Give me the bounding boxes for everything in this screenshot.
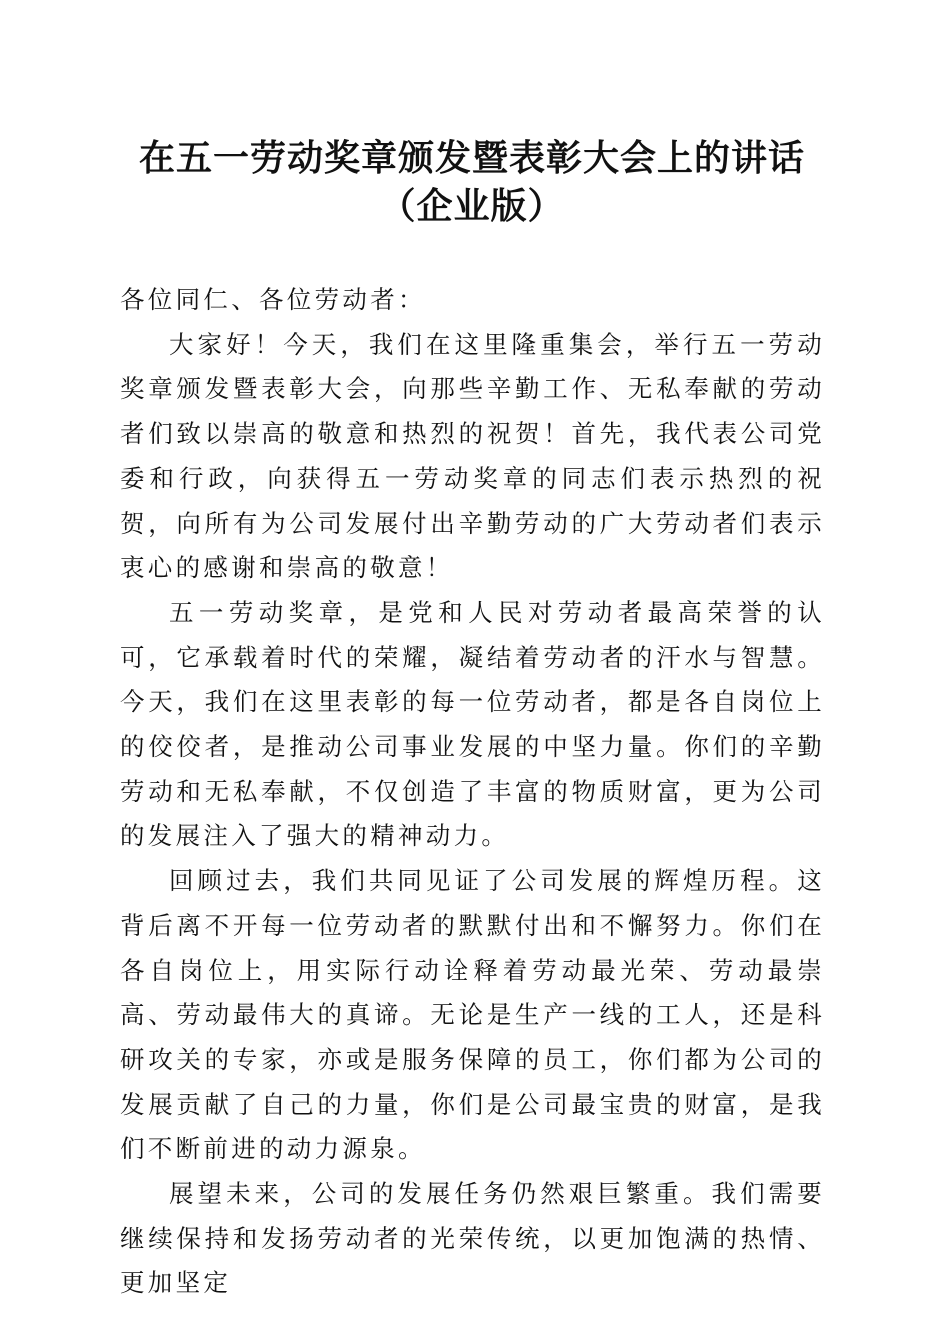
- paragraph-4: 展望未来，公司的发展任务仍然艰巨繁重。我们需要继续保持和发扬劳动者的光荣传统，以更加饱满的热情、更加坚定: [120, 1179, 825, 1298]
- document-body: [120, 278, 825, 1306]
- paragraph-2: 五一劳动奖章，是党和人民对劳动者最高荣誉的认可，它承载着时代的荣耀，凝结着劳动者的汗水与智慧。今天，我们在这里表彰的每一位劳动者，都是各自岗位上的佼佼者，是推动公司事业发展的中坚力量。你们的辛勤劳动和无私奉献，不仅创造了丰富的物质财富，更为公司的发展注入了强大的精神动力。: [120, 597, 825, 851]
- paragraph-3: 回顾过去，我们共同见证了公司发展的辉煌历程。这背后离不开每一位劳动者的默默付出和不懈努力。你们在各自岗位上，用实际行动诠释着劳动最光荣、劳动最崇高、劳动最伟大的真谛。无论是生产一线的工人，还是科研攻关的专家，亦或是服务保障的员工，你们都为公司的发展贡献了自己的力量，你们是公司最宝贵的财富，是我们不断前进的动力源泉。: [120, 866, 825, 1164]
- document-title: 在五一劳动奖章颁发暨表彰大会上的讲话（企业版）: [138, 137, 805, 227]
- salutation: 各位同仁、各位劳动者：: [120, 285, 426, 314]
- paragraph-1: 大家好！今天，我们在这里隆重集会，举行五一劳动奖章颁发暨表彰大会，向那些辛勤工作、无私奉献的劳动者们致以崇高的敬意和热烈的祝贺！首先，我代表公司党委和行政，向获得五一劳动奖章的同志们表示热烈的祝贺，向所有为公司发展付出辛勤劳动的广大劳动者们表示衷心的感谢和崇高的敬意！: [120, 329, 825, 583]
